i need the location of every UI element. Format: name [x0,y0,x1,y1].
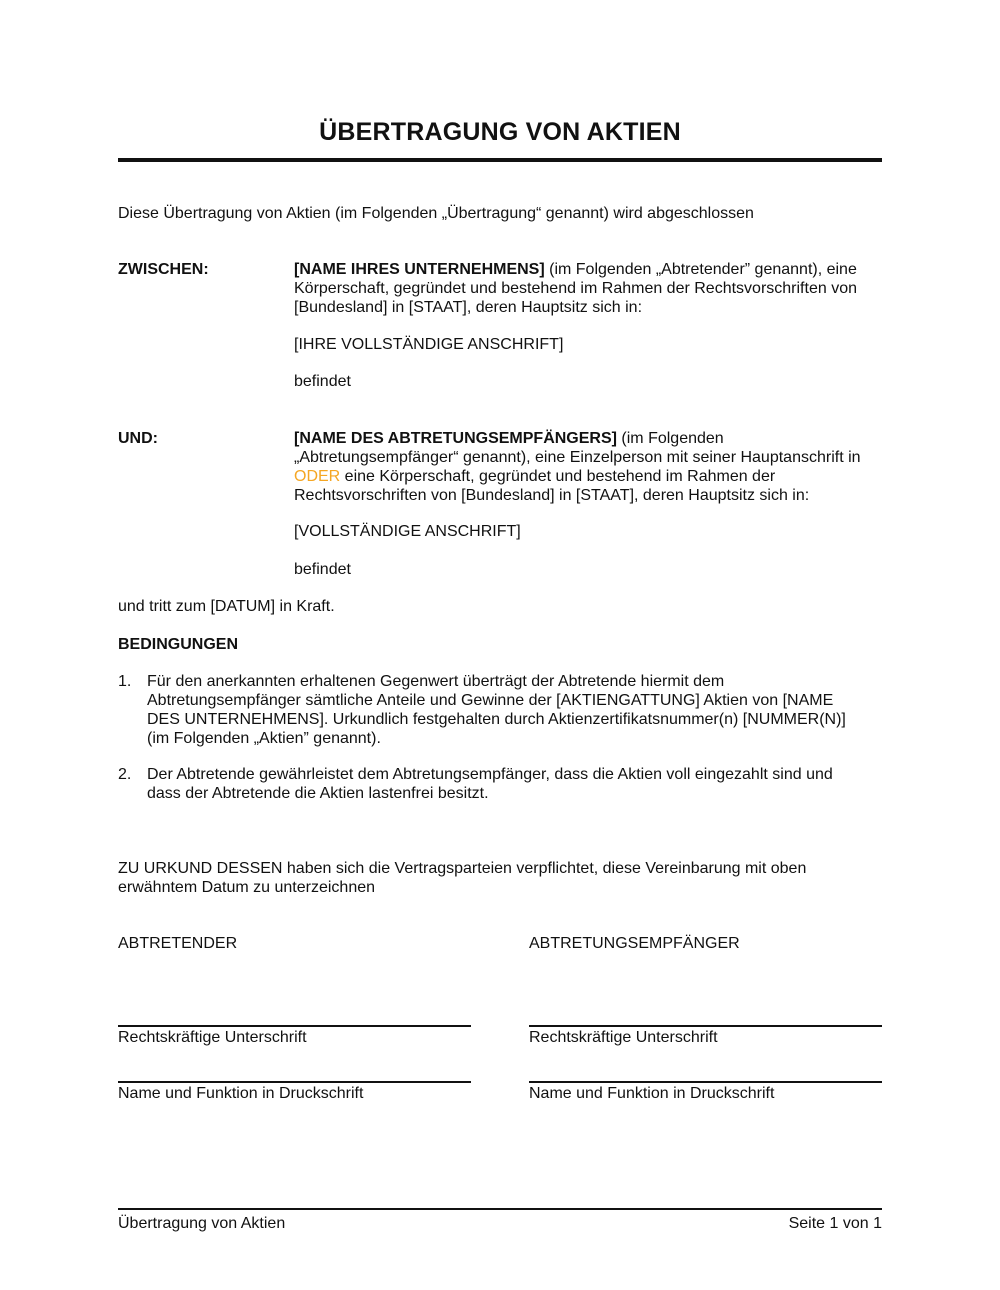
effective-date-text: und tritt zum [DATUM] in Kraft. [118,598,335,615]
condition-line: dass der Abtretende die Aktien lastenfrei besitzt. [147,785,489,802]
party-label-und: UND: [118,430,158,447]
oder-highlight: ODER [294,468,341,485]
party-closing: befindet [294,373,351,390]
party-address-placeholder: [IHRE VOLLSTÄNDIGE ANSCHRIFT] [294,336,564,353]
signature-party-assignee: ABTRETUNGSEMPFÄNGER [529,935,740,952]
party-address-placeholder: [VOLLSTÄNDIGE ANSCHRIFT] [294,523,521,540]
title-divider [118,158,882,162]
conditions-heading: BEDINGUNGEN [118,636,239,653]
party-text: (im Folgenden „Abtretender” genannt), eine [544,261,857,278]
condition-item [147,765,887,803]
party-text: Rechtsvorschriften von [Bundesland] in [STAAT], deren Hauptsitz sich in: [294,487,810,504]
condition-line: (im Folgenden „Aktien” genannt). [147,730,381,747]
name-line [118,1081,471,1083]
signature-label: Rechtskräftige Unterschrift [529,1029,718,1046]
condition-line: Für den anerkannten erhaltenen Gegenwert überträgt der Abtretende hiermit dem [147,673,725,690]
footer-divider [118,1208,882,1210]
condition-line: Abtretungsempfänger sämtliche Anteile und Gewinne der [AKTIENGATTUNG] Aktien von [NAME [147,692,834,709]
party-label-zwischen: ZWISCHEN: [118,261,209,278]
document-title: ÜBERTRAGUNG VON AKTIEN [319,118,681,146]
witness-line: ZU URKUND DESSEN haben sich die Vertragsparteien verpflichtet, diese Vereinbarung mit oben [118,860,807,877]
party-name-placeholder: [NAME IHRES UNTERNEHMENS] [294,261,545,278]
name-function-label: Name und Funktion in Druckschrift [118,1085,364,1102]
condition-number: 2. [118,766,132,783]
party-text: eine Körperschaft, gegründet und bestehend im Rahmen der [340,468,776,485]
name-line [529,1081,882,1083]
party-name-placeholder: [NAME DES ABTRETUNGSEMPFÄNGERS] [294,430,617,447]
party-text: [Bundesland] in [STAAT], deren Hauptsitz sich in: [294,299,643,316]
page-number: Seite 1 von 1 [788,1215,882,1232]
witness-clause [118,859,888,897]
name-function-label: Name und Funktion in Druckschrift [529,1085,775,1102]
signature-party-assignor: ABTRETENDER [118,935,238,952]
condition-item [147,672,887,748]
party-text: „Abtretungsempfänger“ genannt), eine Einzelperson mit seiner Hauptanschrift in [294,449,861,466]
intro-text: Diese Übertragung von Aktien (im Folgenden „Übertragung“ genannt) wird abgeschlossen [118,205,754,222]
footer-title: Übertragung von Aktien [118,1215,286,1232]
condition-number: 1. [118,673,132,690]
party-block-zwischen [294,260,884,317]
signature-line [529,1025,882,1027]
party-block-und [294,429,884,505]
party-text: Körperschaft, gegründet und bestehend im Rahmen der Rechtsvorschriften von [294,280,857,297]
condition-line: Der Abtretende gewährleistet dem Abtretungsempfänger, dass die Aktien voll eingezahlt sind und [147,766,833,783]
signature-line [118,1025,471,1027]
party-closing: befindet [294,561,351,578]
condition-line: DES UNTERNEHMENS]. Urkundlich festgehalten durch Aktienzertifikatsnummer(n) [NUMMER(N)] [147,711,846,728]
signature-label: Rechtskräftige Unterschrift [118,1029,307,1046]
party-text: (im Folgenden [616,430,724,447]
witness-line: erwähntem Datum zu unterzeichnen [118,879,376,896]
